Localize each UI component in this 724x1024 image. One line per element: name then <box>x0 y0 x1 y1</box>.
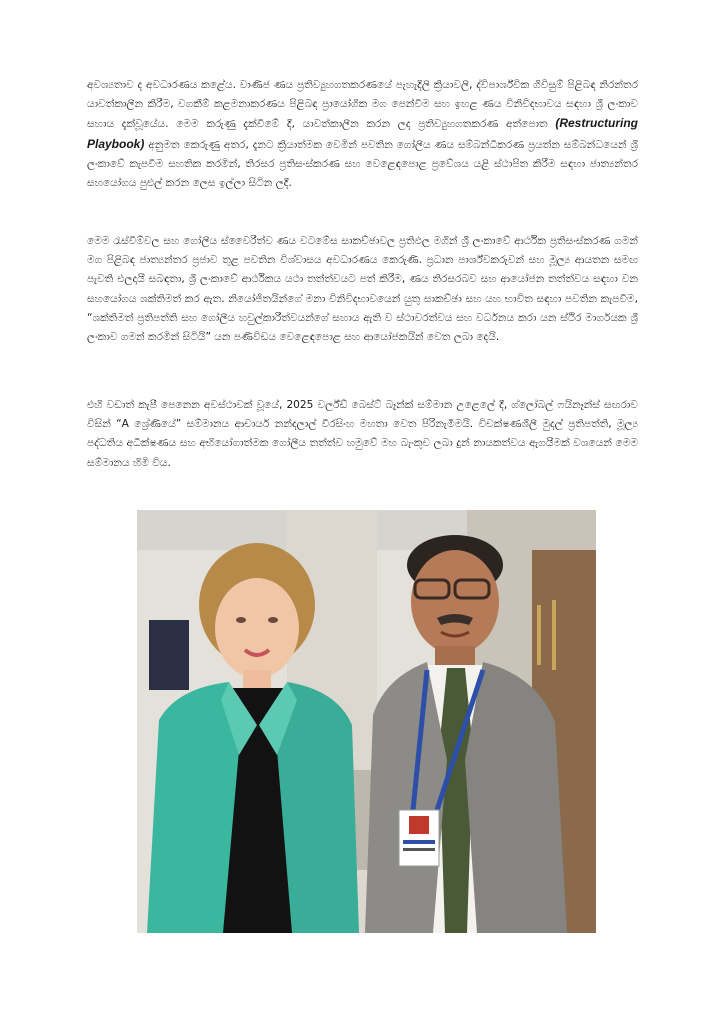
photo-illustration <box>137 510 596 933</box>
paragraph-1-text-after: අනුමත කෙරුණු අතර, දැනට ක්‍රියාත්මක වෙමින් පවතින ගෝලීය ණය සම්බන්ධීකරණ ප්‍රයත්න සම්බන්ධයෙන් ශ්‍රී ලංකාවේ කැපවීම සහතික කරමින්, තිරසර ප්‍රතිසංස්කරණ සහ වෙළෙඳපොළ ප්‍රවේශය යළි ස්ථාපිත කිරීම සඳහා ජාත්‍යන්තර සහයෝගය පුළුල් කරන ලෙස ඉල්ලා සිටින ලදී. <box>87 138 638 190</box>
photo-two-people <box>137 510 596 933</box>
paragraph-1-text-before: අවශ්‍යතාව ද අවධාරණය කළේය. වාණිජ ණය ප්‍රතිව්‍යුහගතකරණයේ පැහැදිලි ක්‍රියාවලි, ද්විපාර්ශ්වික ගිවිසුම් පිළිබඳ නිරන්තර යාවත්කාලීන කිරීම, වගකීම් කළමනාකරණය පිළිබඳ ප්‍රායෝගික මග පෙන්වීම සහ ඉහළ ණය විනිවිදභාවය සඳහා ශ්‍රී ලංකාව සහාය දැක්වූයේය. මෙම කරුණු දැක්වීමේ දී, යාවත්කාලීන කරන ලද ප්‍රතිව්‍යුහගතකරණ අත්පොත <box>87 79 638 131</box>
background-person <box>149 620 189 690</box>
paragraph-1 <box>87 76 638 193</box>
paragraph-3: එහි වඩාත් කැපී පෙනෙන අවස්ථාවක් වූයේ, 2025 වර්ල්ඩ් බෙස්ට් බෑන්ක් සම්මාන උළෙලේ දී, ග්ලෝබල් ෆයිනෑන්ස් සඟරාව විසින් “A ශ්‍රේණියේ” සම්මානය ආචාර්ය නන්දලාල් වීරසිංහ මහතා වෙත පිරිනැමීමයි. විචක්ෂණශීලී මුදල් ප්‍රතිපත්ති, මූල්‍ය පද්ධතිය අධීක්ෂණය සහ අභියෝගාත්මක ගෝලීය තත්ත්ව හමුවේ මහ බැංකුව ලබා දුන් නායකත්වය ඇගයීමක් වශයෙන් මෙම සම්මානය හිමි විය. <box>87 399 638 469</box>
woman-face <box>215 578 299 678</box>
restructuring-playbook-term: (Restructuring Playbook) <box>87 116 639 151</box>
woman-jacket-left <box>147 682 239 933</box>
paragraph-2: මෙම රැස්වීම්වල සහ ගෝලීය ස්වෛරීත්ව ණය වටමේස සාකච්ඡාවල ප්‍රතිඵල මගින් ශ්‍රී ලංකාවේ ආර්ථික ප්‍රතිසංස්කරණ ගමන් මග පිළිබඳ ජාත්‍යන්තර ප්‍රජාව තුළ පවතින විශ්වාසය අවධාරණය කෙරුණි. ප්‍රධාන පාර්ශ්වකරුවන් සහ මූල්‍ය ආයතන සමඟ පැවති එලදායී සබඳතා, ශ්‍රී ලංකාවේ ආර්ථිකය යථා තත්ත්වයට පත් කිරීම, ණය තිරසරබව සහ ආයෝජන තත්ත්වය සඳහා වන සහයෝගය ශක්තිමත් කර ඇත. නියෝජිතයින්ගේ මනා විනිවිදභාවයෙන් යුතු සාකච්ඡා සහ යහ භාවිත සඳහා පවතින කැපවීම, “ශක්තිමත් ප්‍රතිපත්ති සහ ගෝලීය හවුල්කාරීත්වයන්ගේ සහාය ඇති ව ස්ථාවරත්වය සහ වර්ධනය කරා යන ස්ථිර මාර්ගයක ශ්‍රී ලංකාව ගමන් කරමින් සිටියි” යන පණිවිඩය වෙළෙඳපොළ සහ ආයෝජකයින් වෙත ලබා දෙයි. <box>87 235 638 344</box>
man-face <box>411 550 499 654</box>
